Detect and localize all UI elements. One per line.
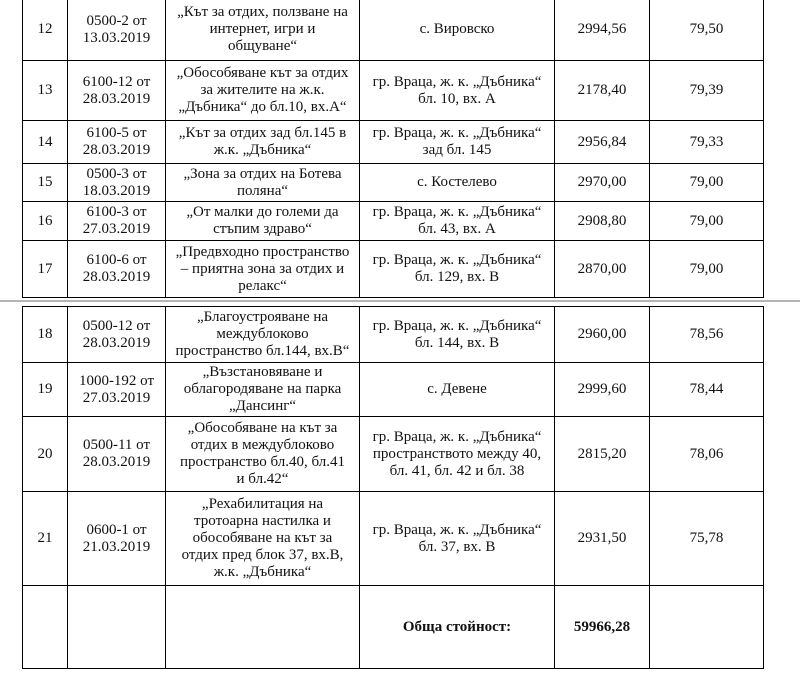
document-number: 0500-11 от 28.03.2019: [68, 417, 166, 492]
row-number: 15: [23, 164, 68, 202]
table-row: [23, 164, 764, 202]
total-value: 59966,28: [555, 586, 650, 669]
total-row: [23, 586, 764, 669]
empty-cell: [68, 586, 166, 669]
location: гр. Враца, ж. к. „Дъбника“ бл. 129, вх. В: [360, 241, 555, 298]
points-value: 79,39: [650, 61, 764, 121]
cost-value: 2960,00: [555, 307, 650, 363]
points-value: 78,56: [650, 307, 764, 363]
cost-value: 2994,56: [555, 0, 650, 61]
location: с. Костелево: [360, 164, 555, 202]
project-name: „Зона за отдих на Ботева поляна“: [166, 164, 360, 202]
row-number: 20: [23, 417, 68, 492]
location: с. Вировско: [360, 0, 555, 61]
cost-value: 2970,00: [555, 164, 650, 202]
document-number: 6100-12 от 28.03.2019: [68, 61, 166, 121]
empty-cell: [166, 586, 360, 669]
table-row: [23, 307, 764, 363]
document-number: 6100-3 от 27.03.2019: [68, 202, 166, 241]
project-name: „От малки до големи да стъпим здраво“: [166, 202, 360, 241]
row-number: 19: [23, 363, 68, 417]
points-value: 79,33: [650, 121, 764, 164]
project-name: „Възстановяване и облагородяване на парка „Дансинг“: [166, 363, 360, 417]
empty-cell: [23, 586, 68, 669]
project-name: „Предвходно пространство – приятна зона за отдих и релакс“: [166, 241, 360, 298]
table-row: [23, 202, 764, 241]
project-name: „Обособяване на кът за отдих в междублоково пространство бл.40, бл.41 и бл.42“: [166, 417, 360, 492]
cost-value: 2908,80: [555, 202, 650, 241]
table-row: [23, 363, 764, 417]
cost-value: 2870,00: [555, 241, 650, 298]
points-value: 78,06: [650, 417, 764, 492]
document-number: 0500-12 от 28.03.2019: [68, 307, 166, 363]
table-row: [23, 492, 764, 586]
table-row: [23, 121, 764, 164]
cost-value: 2178,40: [555, 61, 650, 121]
project-name: „Рехабилитация на тротоарна настилка и обособяване на кът за отдих пред блок 37, вх.В, ж.к. „Дъбника“: [166, 492, 360, 586]
cost-value: 2815,20: [555, 417, 650, 492]
points-value: 79,00: [650, 164, 764, 202]
cost-value: 2999,60: [555, 363, 650, 417]
row-number: 16: [23, 202, 68, 241]
row-number: 17: [23, 241, 68, 298]
document-number: 0500-3 от 18.03.2019: [68, 164, 166, 202]
total-label: Обща стойност:: [360, 586, 555, 669]
document-number: 6100-6 от 28.03.2019: [68, 241, 166, 298]
points-value: 79,50: [650, 0, 764, 61]
location: гр. Враца, ж. к. „Дъбника“ пространството между 40, бл. 41, бл. 42 и бл. 38: [360, 417, 555, 492]
points-value: 75,78: [650, 492, 764, 586]
location: гр. Враца, ж. к. „Дъбника“ бл. 144, вх. В: [360, 307, 555, 363]
row-number: 13: [23, 61, 68, 121]
row-number: 21: [23, 492, 68, 586]
document-number: 6100-5 от 28.03.2019: [68, 121, 166, 164]
cost-value: 2956,84: [555, 121, 650, 164]
project-name: „Кът за отдих зад бл.145 в ж.к. „Дъбника“: [166, 121, 360, 164]
location: гр. Враца, ж. к. „Дъбника“ бл. 43, вх. А: [360, 202, 555, 241]
row-number: 14: [23, 121, 68, 164]
location: гр. Враца, ж. к. „Дъбника“ бл. 37, вх. В: [360, 492, 555, 586]
project-name: „Кът за отдих, ползване на интернет, игри и общуване“: [166, 0, 360, 61]
projects-table-top: [22, 0, 764, 298]
location: гр. Враца, ж. к. „Дъбника“ зад бл. 145: [360, 121, 555, 164]
location: гр. Враца, ж. к. „Дъбника“ бл. 10, вх. А: [360, 61, 555, 121]
table-row: [23, 61, 764, 121]
table-row: [23, 417, 764, 492]
points-value: 79,00: [650, 241, 764, 298]
document-number: 0600-1 от 21.03.2019: [68, 492, 166, 586]
table-row: [23, 0, 764, 61]
points-value: 78,44: [650, 363, 764, 417]
cost-value: 2931,50: [555, 492, 650, 586]
projects-table-bottom: [22, 306, 764, 669]
page-break-divider: [0, 300, 800, 302]
location: с. Девене: [360, 363, 555, 417]
empty-cell: [650, 586, 764, 669]
table-row: [23, 241, 764, 298]
project-name: „Благоустрояване на междублоково пространство бл.144, вх.В“: [166, 307, 360, 363]
document-number: 0500-2 от 13.03.2019: [68, 0, 166, 61]
document-number: 1000-192 от 27.03.2019: [68, 363, 166, 417]
row-number: 12: [23, 0, 68, 61]
row-number: 18: [23, 307, 68, 363]
project-name: „Обособяване кът за отдих за жителите на ж.к. „Дъбника“ до бл.10, вх.А“: [166, 61, 360, 121]
points-value: 79,00: [650, 202, 764, 241]
